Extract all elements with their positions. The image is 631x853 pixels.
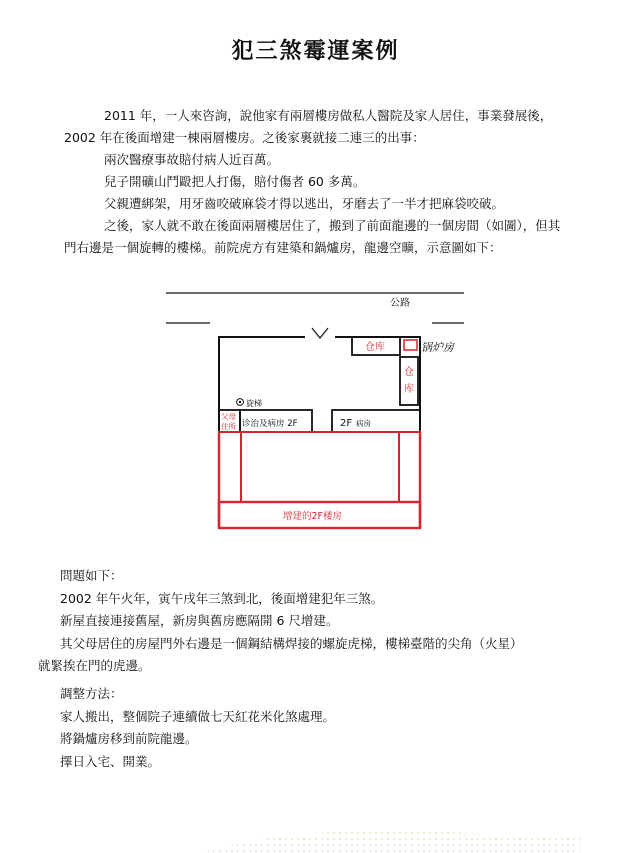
intro-line-1: 2011 年，一人來咨詢，說他家有兩層樓房做私人醫院及家人居住，事業發展後， [104,108,553,123]
adjustment-2: 將鍋爐房移到前院龍邊。 [60,731,198,746]
problems-section [38,565,523,678]
clinic-label: 诊治及病房 2F [242,419,298,429]
after-line-1: 之後，家人就不敢在後面兩層樓居住了，搬到了前面龍邊的一個房間（如圖），但其 [104,218,561,233]
problem-1: 2002 年午火年，寅午戌年三煞到北，後面增建犯年三煞。 [60,590,384,606]
stairs-label: 旋梯 [246,399,262,408]
parents-label-2: 住所 [221,422,236,431]
footer-decoration [200,825,580,853]
ward-label: 病房 [356,419,371,428]
boiler-room [404,340,417,350]
road-label: 公路 [390,298,410,309]
storage-label-2b: 库 [404,384,414,395]
event-2: 兒子開礦山鬥毆把人打傷，賠付傷者 60 多萬。 [104,174,366,189]
problem-3: 其父母居住的房屋門外右邊是一個鋼結構焊接的螺旋虎梯，樓梯臺階的尖角（火星） [60,635,523,651]
adjustment-1: 家人搬出，整個院子連續做七天紅花米化煞處理。 [60,708,336,724]
boiler-label: 锅炉房 [421,341,454,354]
storage-label-1: 仓库 [365,342,385,353]
new-building-right-wing [399,432,420,502]
spiral-stairs-icon-core [239,401,241,403]
after-line-2: 門右邊是一個旋轉的樓梯。前院虎方有建築和鍋爐房，龍邊空曠，示意圖如下： [64,240,502,255]
parents-label-1: 父母 [221,412,236,421]
new-building-label: 增建的2F楼房 [283,511,343,522]
page-title: 犯三煞霉運案例 [231,39,400,64]
event-3: 父親遭綁架，用牙齒咬破麻袋才得以逃出，牙磨去了一半才把麻袋咬破。 [104,196,505,211]
storage-room-2 [400,357,418,405]
gate [312,328,328,338]
intro-line-2: 2002 年在後面增建一棟兩層樓房。之後家裏就接二連三的出事： [64,130,425,145]
ward-floor-label: 2F [340,418,353,429]
adjustments-section [60,683,335,773]
storage-label-2a: 仓 [404,367,414,378]
adjustment-3: 擇日入宅、開業。 [60,753,161,769]
new-building-left-wing [219,432,241,502]
adjustments-label: 調整方法： [60,686,123,701]
problems-label: 問題如下： [60,568,123,583]
event-1: 兩次醫療事故賠付病人近百萬。 [104,152,280,167]
problem-2: 新屋直接連接舊屋，新房與舊房應隔開 6 尺增建。 [60,613,339,628]
problem-3-continuation: 就緊挨在門的虎邊。 [38,658,151,673]
